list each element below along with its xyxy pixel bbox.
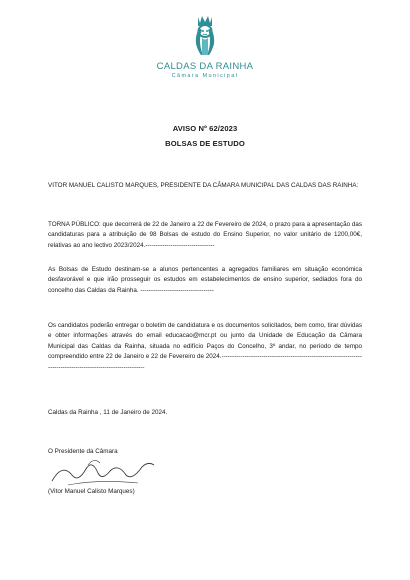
handwritten-signature <box>48 455 158 489</box>
logo-name: CALDAS DA RAINHA <box>156 61 254 72</box>
notice-subtitle: BOLSAS DE ESTUDO <box>165 139 245 148</box>
logo-subtitle: Câmara Municipal <box>171 73 239 79</box>
date-line: Caldas da Rainha , 11 de Janeiro de 2024. <box>48 409 168 416</box>
signatory-name: (Vitor Manuel Calisto Marques) <box>48 488 135 495</box>
application-paragraph: Os candidatos poderão entregar o boletim de candidatura e os documentos solicitados, bem como, tirar dúvidas e obter informações através do email educacao@mcr.pt ou junto da Unidade de Educação da Câmara Municipal das Caldas da Rainha, situada no edifício Paços do Concelho, 3º andar, no período de tempo compreendido entre 22 de Janeiro e 22 de Fevereiro de 2024.----------------------------------------------------------------------------------------------------------------- <box>48 322 362 371</box>
municipal-logo <box>0 14 410 84</box>
announcement-paragraph: TORNA PÚBLICO: que decorrerá de 22 de Janeiro a 22 de Fevereiro de 2024, o prazo para a apresentação das candidaturas para a atribuição de 98 Bolsas de estudo do Ensino Superior, no valor unitário de 1200,00€, relativas ao ano lectivo 2023/2024.--------------------------------- <box>48 221 362 249</box>
queen-emblem-icon <box>189 14 221 58</box>
notice-title: AVISO Nº 62/2023 <box>172 124 238 133</box>
eligibility-paragraph: As Bolsas de Estudo destinam-se a alunos pertencentes a agregados familiares em situação económica desfavorável e que irão prosseguir os estudos em estabelecimentos de ensino superior, sediados fora do concelho das Caldas da Rainha. ----------------------------------- <box>48 266 362 294</box>
signatory-role: O Presidente da Câmara <box>48 448 118 455</box>
addressee-paragraph: VITOR MANUEL CALISTO MARQUES, PRESIDENTE DA CÂMARA MUNICIPAL DAS CALDAS DAS RAINHA: <box>48 182 359 189</box>
